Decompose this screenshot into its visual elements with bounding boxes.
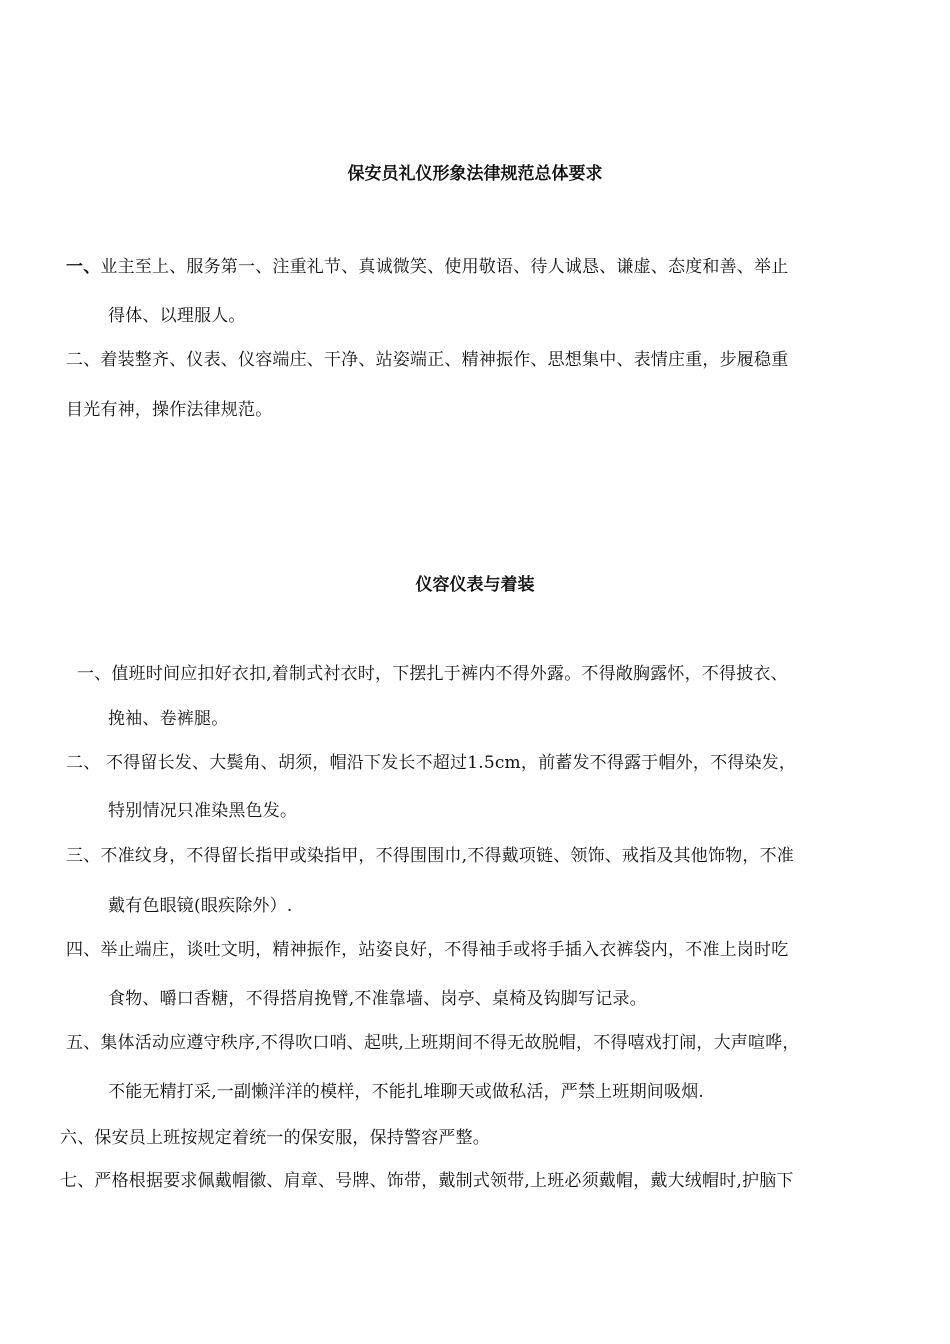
- rule-3-line-2: 戴有色眼镜(眼疾除外）.: [108, 896, 293, 916]
- rule-4-line-2: 食物、嚼口香糖，不得搭肩挽臂,不准靠墙、岗亭、桌椅及钩脚写记录。: [108, 989, 647, 1009]
- rule-2-line-2: 特别情况只准染黑色发。: [108, 801, 298, 821]
- item-2-line-1: 二、着装整齐、仪表、仪容端庄、干净、站姿端正、精神振作、思想集中、表情庄重，步履稳重: [66, 350, 789, 370]
- rule-4-line-1: 四、举止端庄，谈吐文明，精神振作，站姿良好，不得袖手或将手插入衣裤袋内，不准上岗时吃: [66, 940, 789, 960]
- rule-5-line-2: 不能无精打采,一副懒洋洋的模样，不能扎堆聊天或做私活，严禁上班期间吸烟.: [108, 1082, 705, 1102]
- rule-6-line-1: 六、保安员上班按规定着统一的保安服，保持警容严整。: [60, 1128, 490, 1148]
- item-1-line-1: [66, 256, 788, 278]
- item-2-line-2: 目光有神，操作法律规范。: [66, 400, 273, 420]
- rule-5-line-1: 五、集体活动应遵守秩序,不得吹口哨、起哄,上班期间不得无故脱帽，不得嘻戏打闹，大声喧哗，: [66, 1033, 800, 1053]
- item-1-number: 一、: [66, 257, 101, 277]
- item-1-text: 业主至上、服务第一、注重礼节、真诚微笑、使用敬语、待人诚恳、谦虚、态度和善、举止: [100, 257, 789, 277]
- rule-3-line-1: 三、不准纹身，不得留长指甲或染指甲，不得围围巾,不得戴项链、领饰、戒指及其他饰物，不准: [66, 846, 795, 866]
- section-title-general: 保安员礼仪形象法律规范总体要求: [347, 164, 603, 184]
- item-1-line-2: 得体、以理服人。: [108, 306, 246, 326]
- section-title-appearance: 仪容仪表与着装: [415, 575, 535, 595]
- rule-7-line-1: 七、严格根据要求佩戴帽徽、肩章、号牌、饰带，戴制式领带,上班必须戴帽，戴大绒帽时,护脑下: [60, 1171, 794, 1191]
- rule-1-line-2: 挽袖、卷裤腿。: [108, 709, 229, 729]
- rule-1-line-1: 一、值班时间应扣好衣扣,着制式衬衣时，下摆扎于裤内不得外露。不得敞胸露怀，不得披衣、: [77, 664, 788, 684]
- rule-2-line-1: 二、 不得留长发、大鬓角、胡须，帽沿下发长不超过1.5cm，前蓄发不得露于帽外，不得染发，: [66, 753, 797, 773]
